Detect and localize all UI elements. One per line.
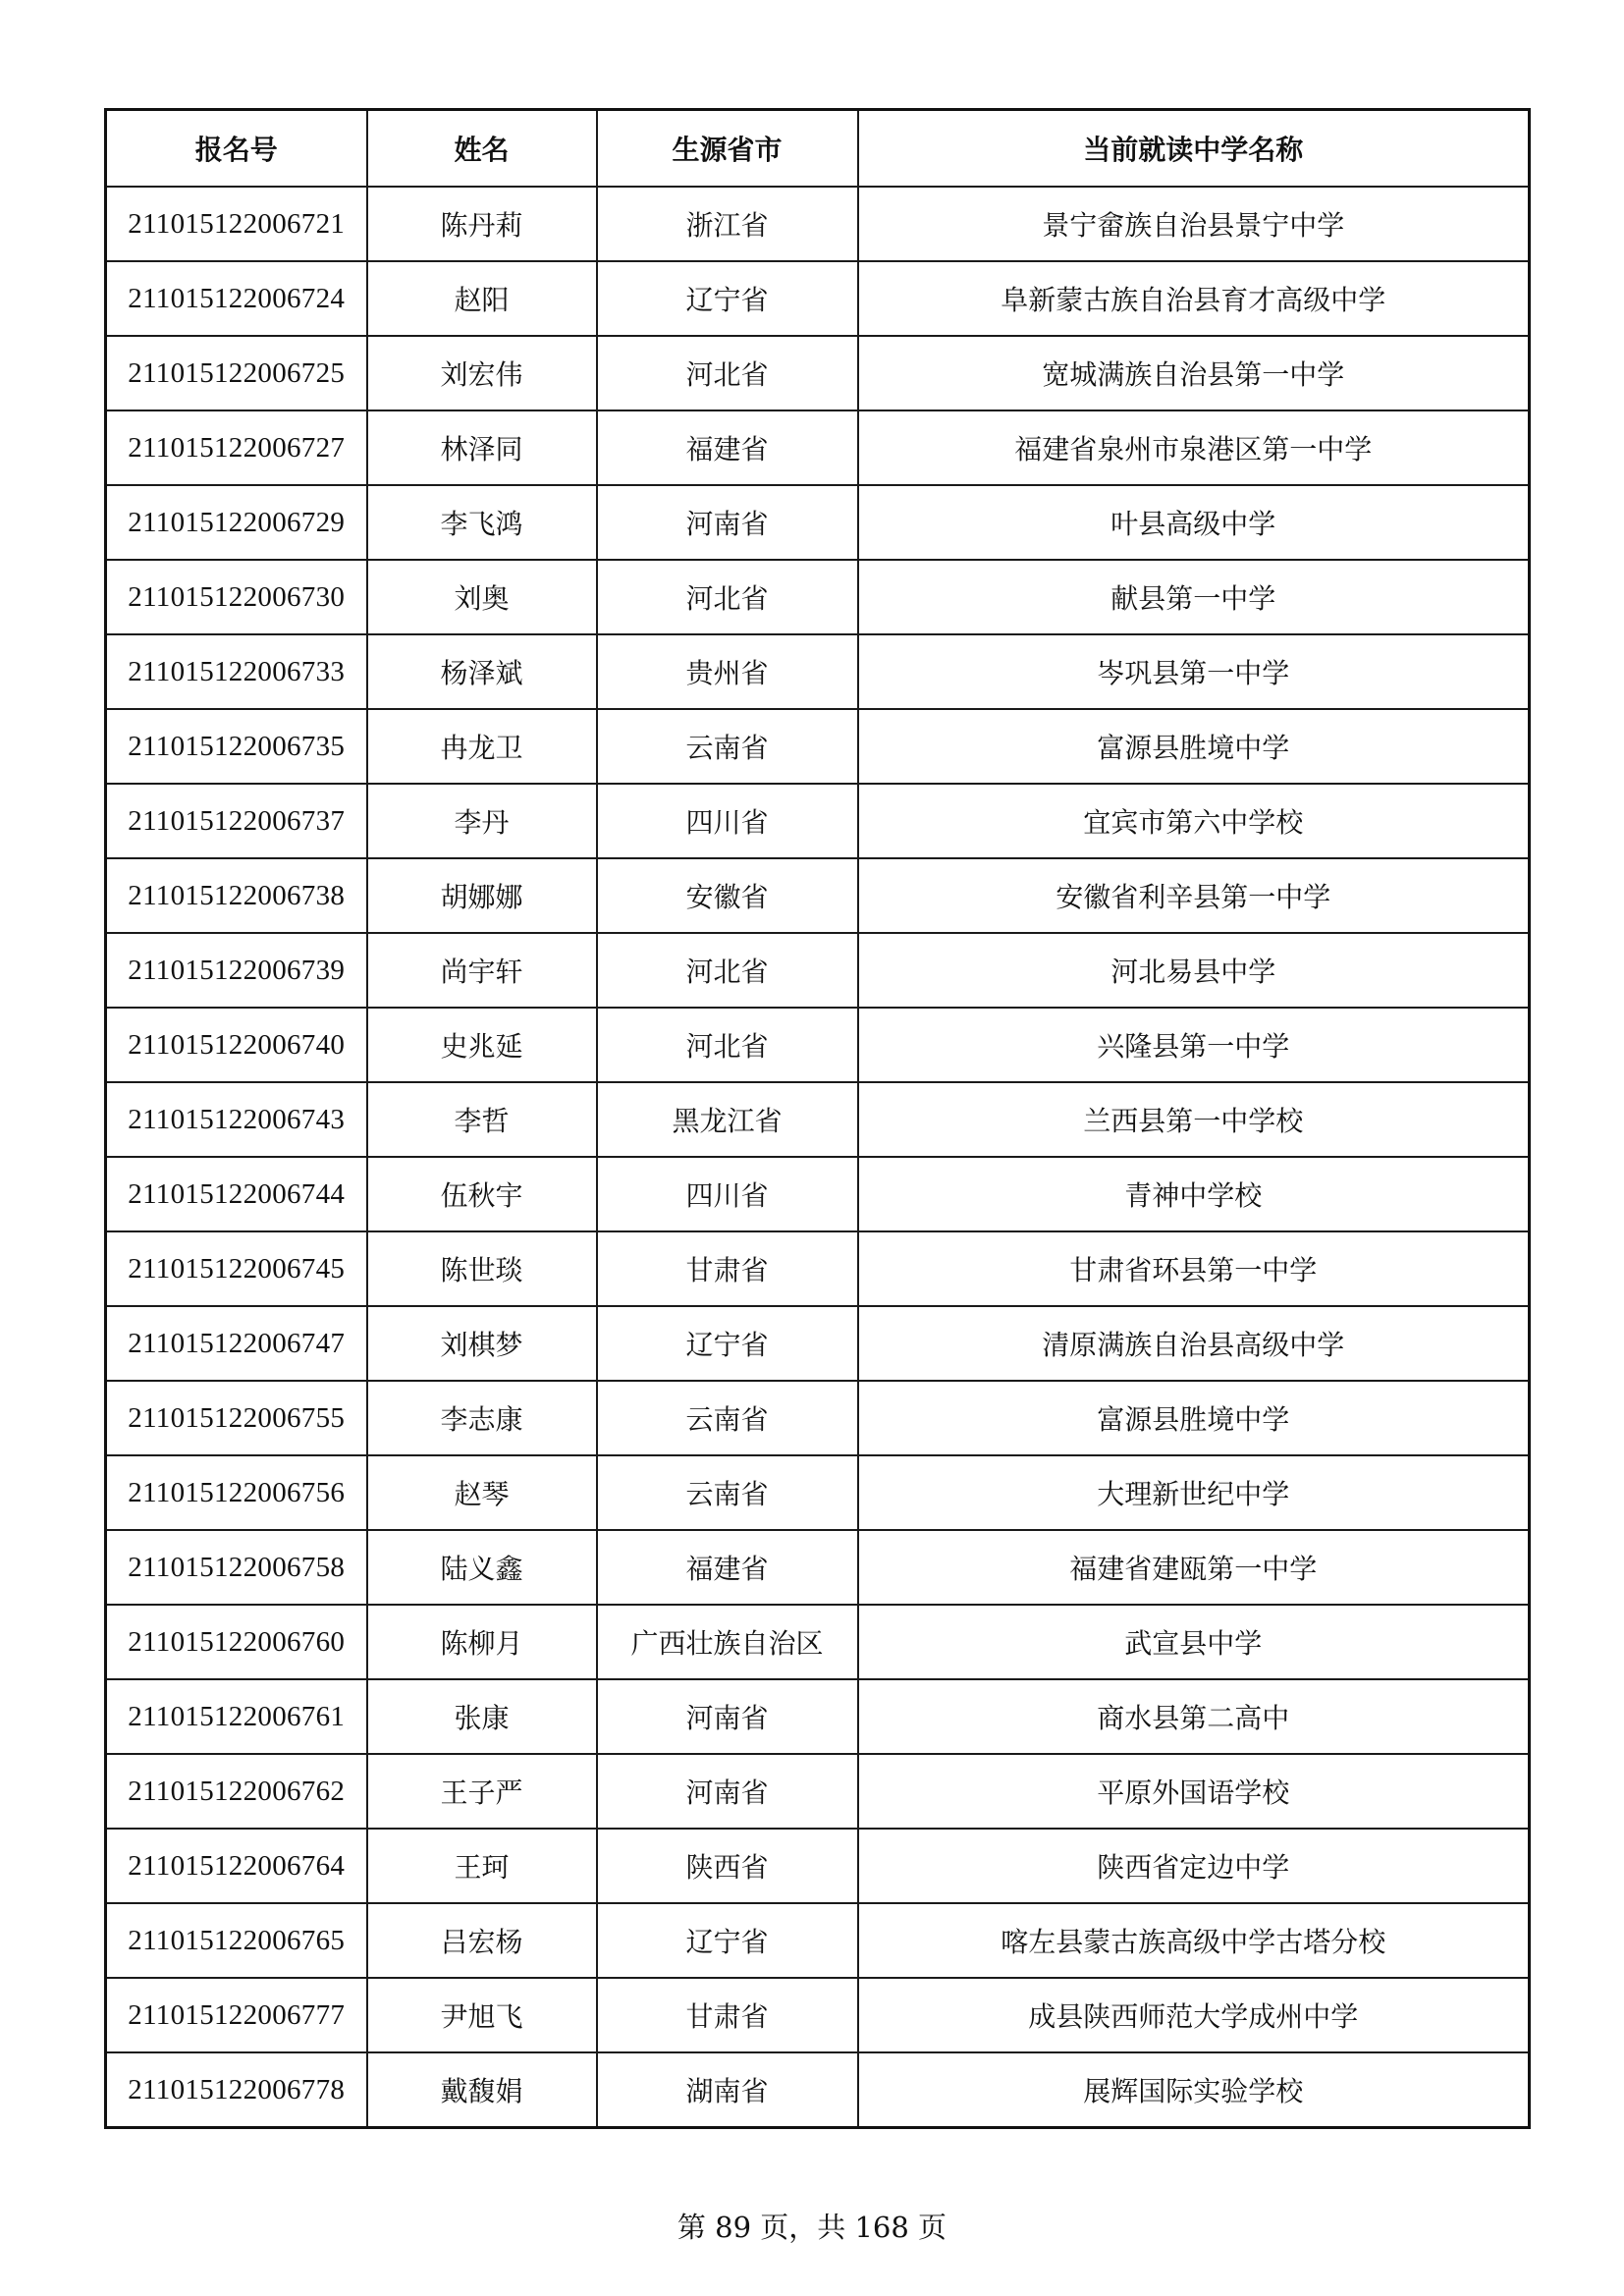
cell-school: 福建省建瓯第一中学 (858, 1530, 1530, 1605)
cell-province: 福建省 (597, 1530, 858, 1605)
cell-name: 戴馥娟 (367, 2052, 597, 2128)
cell-registration-number: 211015122006761 (106, 1679, 367, 1754)
cell-name: 陈丹莉 (367, 187, 597, 261)
header-province: 生源省市 (597, 110, 858, 188)
cell-province: 甘肃省 (597, 1978, 858, 2052)
cell-registration-number: 211015122006756 (106, 1455, 367, 1530)
table-row (106, 2052, 1530, 2128)
cell-registration-number: 211015122006724 (106, 261, 367, 336)
cell-name: 李飞鸿 (367, 485, 597, 560)
cell-name: 张康 (367, 1679, 597, 1754)
cell-name: 赵琴 (367, 1455, 597, 1530)
cell-province: 安徽省 (597, 858, 858, 933)
table-row (106, 933, 1530, 1008)
header-name: 姓名 (367, 110, 597, 188)
cell-school: 叶县高级中学 (858, 485, 1530, 560)
cell-province: 云南省 (597, 709, 858, 784)
table-header-row (106, 110, 1530, 188)
cell-name: 王子严 (367, 1754, 597, 1829)
table-row (106, 1978, 1530, 2052)
cell-registration-number: 211015122006777 (106, 1978, 367, 2052)
cell-name: 赵阳 (367, 261, 597, 336)
cell-registration-number: 211015122006737 (106, 784, 367, 858)
table-row (106, 187, 1530, 261)
cell-name: 冉龙卫 (367, 709, 597, 784)
table-row (106, 1530, 1530, 1605)
cell-school: 大理新世纪中学 (858, 1455, 1530, 1530)
cell-registration-number: 211015122006762 (106, 1754, 367, 1829)
table-row (106, 784, 1530, 858)
admission-roster-table (104, 108, 1531, 2129)
cell-name: 杨泽斌 (367, 634, 597, 709)
cell-registration-number: 211015122006735 (106, 709, 367, 784)
cell-province: 四川省 (597, 784, 858, 858)
cell-school: 富源县胜境中学 (858, 709, 1530, 784)
cell-registration-number: 211015122006758 (106, 1530, 367, 1605)
cell-province: 甘肃省 (597, 1231, 858, 1306)
cell-registration-number: 211015122006743 (106, 1082, 367, 1157)
cell-name: 林泽同 (367, 410, 597, 485)
table-row (106, 1157, 1530, 1231)
cell-registration-number: 211015122006764 (106, 1829, 367, 1903)
header-school: 当前就读中学名称 (858, 110, 1530, 188)
cell-registration-number: 211015122006721 (106, 187, 367, 261)
table-row (106, 634, 1530, 709)
cell-name: 尹旭飞 (367, 1978, 597, 2052)
cell-province: 陕西省 (597, 1829, 858, 1903)
cell-name: 李哲 (367, 1082, 597, 1157)
cell-registration-number: 211015122006730 (106, 560, 367, 634)
table-row (106, 1381, 1530, 1455)
cell-province: 辽宁省 (597, 261, 858, 336)
cell-name: 陆义鑫 (367, 1530, 597, 1605)
cell-school: 成县陕西师范大学成州中学 (858, 1978, 1530, 2052)
table-row (106, 560, 1530, 634)
cell-school: 商水县第二高中 (858, 1679, 1530, 1754)
table-row (106, 1829, 1530, 1903)
table-row (106, 261, 1530, 336)
cell-registration-number: 211015122006745 (106, 1231, 367, 1306)
cell-school: 清原满族自治县高级中学 (858, 1306, 1530, 1381)
cell-registration-number: 211015122006729 (106, 485, 367, 560)
table-row (106, 1903, 1530, 1978)
table-row (106, 1679, 1530, 1754)
cell-province: 河北省 (597, 933, 858, 1008)
cell-school: 甘肃省环县第一中学 (858, 1231, 1530, 1306)
cell-name: 吕宏杨 (367, 1903, 597, 1978)
table-row (106, 485, 1530, 560)
table-row (106, 1008, 1530, 1082)
cell-name: 陈世琰 (367, 1231, 597, 1306)
cell-school: 岑巩县第一中学 (858, 634, 1530, 709)
cell-province: 湖南省 (597, 2052, 858, 2128)
cell-name: 李丹 (367, 784, 597, 858)
table-row (106, 1605, 1530, 1679)
table-row (106, 410, 1530, 485)
page-number-text: 第 89 页，共 168 页 (677, 2211, 947, 2244)
cell-school: 安徽省利辛县第一中学 (858, 858, 1530, 933)
cell-province: 辽宁省 (597, 1903, 858, 1978)
cell-name: 刘宏伟 (367, 336, 597, 410)
cell-name: 伍秋宇 (367, 1157, 597, 1231)
cell-province: 河南省 (597, 485, 858, 560)
cell-registration-number: 211015122006727 (106, 410, 367, 485)
cell-province: 浙江省 (597, 187, 858, 261)
cell-registration-number: 211015122006739 (106, 933, 367, 1008)
cell-school: 富源县胜境中学 (858, 1381, 1530, 1455)
cell-province: 四川省 (597, 1157, 858, 1231)
cell-name: 尚宇轩 (367, 933, 597, 1008)
cell-registration-number: 211015122006740 (106, 1008, 367, 1082)
cell-name: 李志康 (367, 1381, 597, 1455)
table-row (106, 336, 1530, 410)
cell-school: 平原外国语学校 (858, 1754, 1530, 1829)
cell-name: 王珂 (367, 1829, 597, 1903)
cell-province: 河北省 (597, 1008, 858, 1082)
cell-province: 云南省 (597, 1381, 858, 1455)
cell-province: 福建省 (597, 410, 858, 485)
cell-registration-number: 211015122006747 (106, 1306, 367, 1381)
cell-school: 福建省泉州市泉港区第一中学 (858, 410, 1530, 485)
cell-province: 云南省 (597, 1455, 858, 1530)
cell-name: 胡娜娜 (367, 858, 597, 933)
page-footer (0, 2206, 1624, 2246)
cell-province: 黑龙江省 (597, 1082, 858, 1157)
cell-school: 武宣县中学 (858, 1605, 1530, 1679)
cell-registration-number: 211015122006765 (106, 1903, 367, 1978)
cell-province: 贵州省 (597, 634, 858, 709)
table-row (106, 1455, 1530, 1530)
cell-school: 青神中学校 (858, 1157, 1530, 1231)
cell-school: 献县第一中学 (858, 560, 1530, 634)
cell-school: 景宁畲族自治县景宁中学 (858, 187, 1530, 261)
table-row (106, 709, 1530, 784)
cell-province: 河南省 (597, 1679, 858, 1754)
table-row (106, 1082, 1530, 1157)
cell-registration-number: 211015122006755 (106, 1381, 367, 1455)
table-body (106, 187, 1530, 2128)
cell-province: 河北省 (597, 336, 858, 410)
cell-school: 喀左县蒙古族高级中学古塔分校 (858, 1903, 1530, 1978)
cell-province: 广西壮族自治区 (597, 1605, 858, 1679)
cell-registration-number: 211015122006760 (106, 1605, 367, 1679)
cell-name: 刘棋梦 (367, 1306, 597, 1381)
table-row (106, 1306, 1530, 1381)
cell-school: 宽城满族自治县第一中学 (858, 336, 1530, 410)
cell-school: 阜新蒙古族自治县育才高级中学 (858, 261, 1530, 336)
cell-province: 河南省 (597, 1754, 858, 1829)
cell-school: 展辉国际实验学校 (858, 2052, 1530, 2128)
cell-registration-number: 211015122006778 (106, 2052, 367, 2128)
table-row (106, 1754, 1530, 1829)
cell-name: 陈柳月 (367, 1605, 597, 1679)
cell-school: 宜宾市第六中学校 (858, 784, 1530, 858)
cell-school: 河北易县中学 (858, 933, 1530, 1008)
cell-name: 史兆延 (367, 1008, 597, 1082)
cell-province: 河北省 (597, 560, 858, 634)
cell-name: 刘奥 (367, 560, 597, 634)
cell-registration-number: 211015122006738 (106, 858, 367, 933)
cell-registration-number: 211015122006725 (106, 336, 367, 410)
cell-registration-number: 211015122006733 (106, 634, 367, 709)
cell-school: 兴隆县第一中学 (858, 1008, 1530, 1082)
table-row (106, 858, 1530, 933)
cell-registration-number: 211015122006744 (106, 1157, 367, 1231)
cell-province: 辽宁省 (597, 1306, 858, 1381)
cell-school: 兰西县第一中学校 (858, 1082, 1530, 1157)
header-registration-number: 报名号 (106, 110, 367, 188)
cell-school: 陕西省定边中学 (858, 1829, 1530, 1903)
table-row (106, 1231, 1530, 1306)
